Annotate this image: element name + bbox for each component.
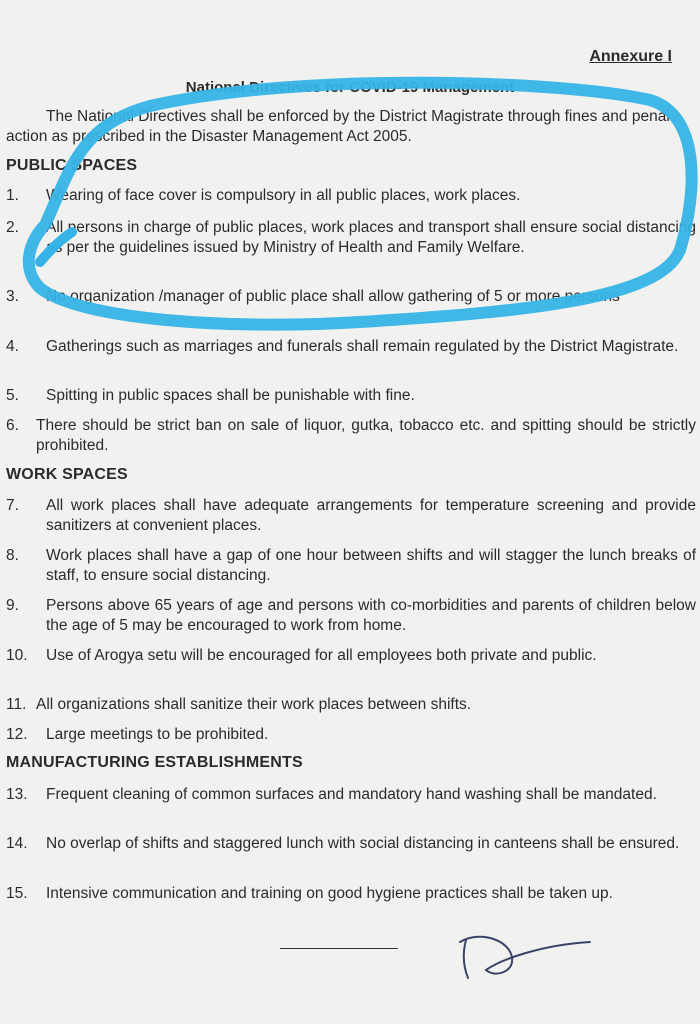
item-text: Persons above 65 years of age and persons with co-morbidities and parents of children below the age of 5 may be encouraged to work from home. [46,597,696,634]
section-heading-manufacturing: MANUFACTURING ESTABLISHMENTS [6,754,303,771]
handwritten-signature-icon [460,937,590,978]
item-text: Large meetings to be prohibited. [46,726,269,743]
item-number: 14. [6,835,28,852]
item-text: Spitting in public spaces shall be punishable with fine. [46,387,415,404]
item-number: 15. [6,885,28,902]
directive-item-12 [6,725,696,745]
directive-item-9 [6,596,696,636]
directive-item-11 [6,695,696,715]
document-title: National Directives for COVID-19 Management [185,79,515,96]
item-number: 12. [6,726,28,743]
item-text: Wearing of face cover is compulsory in all public places, work places. [46,187,521,204]
item-number: 13. [6,786,28,803]
directive-item-7 [6,496,696,536]
signature-line [280,948,398,949]
item-text: No organization /manager of public place shall allow gathering of 5 or more persons [46,288,620,305]
item-text: Use of Arogya setu will be encouraged for all employees both private and public. [46,647,597,664]
item-text: Work places shall have a gap of one hour between shifts and will stagger the lunch breaks of staff, to ensure social distancing. [46,547,696,584]
item-number: 4. [6,338,19,355]
item-text: Frequent cleaning of common surfaces and mandatory hand washing shall be mandated. [46,786,657,803]
item-text: No overlap of shifts and staggered lunch with social distancing in canteens shall be ensured. [46,835,680,852]
item-text: Intensive communication and training on good hygiene practices shall be taken up. [46,885,613,902]
item-number: 5. [6,387,19,404]
section-heading-work-spaces: WORK SPACES [6,466,128,483]
directive-item-14 [6,834,696,854]
intro-paragraph: The National Directives shall be enforced by the District Magistrate through fines and penal action as prescribed in the Disaster Management Act 2005. [6,108,670,145]
directive-item-1 [6,186,696,206]
directive-item-13 [6,785,696,805]
directive-item-10 [6,646,696,666]
item-number: 8. [6,547,19,564]
directive-item-15 [6,884,696,904]
item-number: 6. [6,417,19,434]
directive-item-3 [6,287,696,307]
item-text: There should be strict ban on sale of liquor, gutka, tobacco etc. and spitting should be strictly prohibited. [36,417,696,454]
annexure-label: Annexure I [589,48,672,65]
item-number: 3. [6,288,19,305]
directive-item-6 [6,416,696,456]
item-number: 7. [6,497,19,514]
item-text: All persons in charge of public places, work places and transport shall ensure social distancing as per the guidelines issued by Ministry of Health and Family Welfare. [46,219,696,256]
item-number: 2. [6,219,19,236]
directive-item-5 [6,386,696,406]
item-number: 1. [6,187,19,204]
directive-item-2 [6,218,696,258]
section-heading-public-spaces: PUBLIC SPACES [6,157,138,174]
item-text: All organizations shall sanitize their work places between shifts. [36,696,472,713]
item-number: 9. [6,597,19,614]
item-number: 10. [6,647,28,664]
item-number: 11. [6,696,27,713]
directive-item-4 [6,337,696,357]
item-text: Gatherings such as marriages and funerals shall remain regulated by the District Magistrate. [46,338,679,355]
directive-item-8 [6,546,696,586]
item-text: All work places shall have adequate arrangements for temperature screening and provide sanitizers at convenient places. [46,497,696,534]
